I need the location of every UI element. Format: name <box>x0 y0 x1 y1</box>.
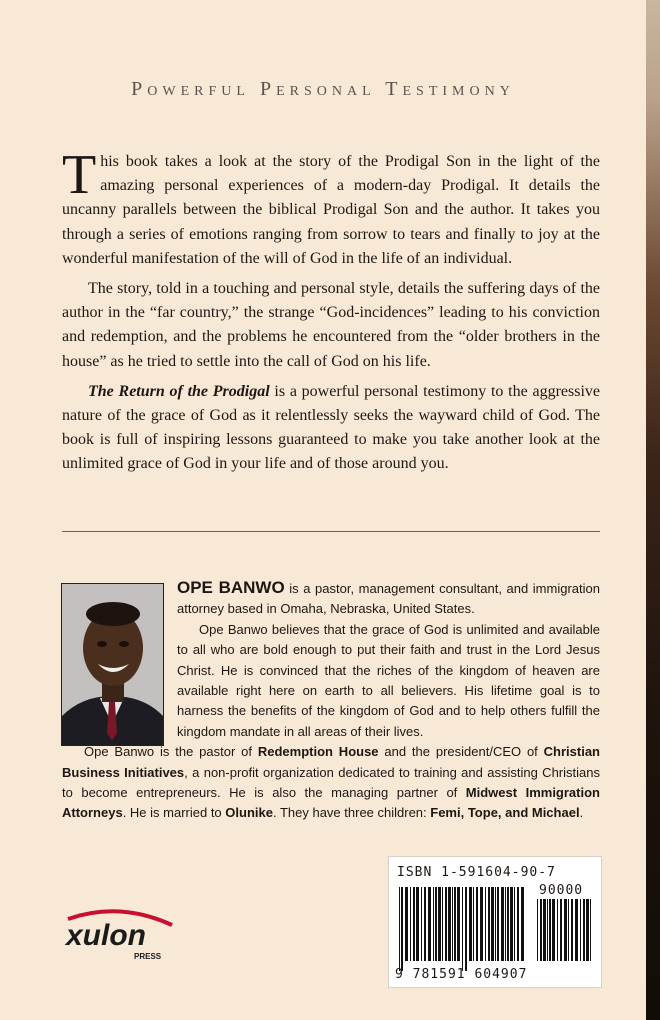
publisher-logo <box>60 905 180 965</box>
barcode-bar <box>485 887 486 961</box>
ean-barcode-bars <box>399 887 527 971</box>
barcode-bar <box>416 887 419 961</box>
logo-wordmark: xulon <box>66 919 146 952</box>
barcode-bar <box>410 887 411 961</box>
spine-edge <box>646 0 660 1020</box>
barcode-bar <box>424 887 426 961</box>
barcode-bar <box>433 887 434 961</box>
barcode-bar <box>491 887 494 961</box>
barcode-bar <box>405 887 408 961</box>
barcode-bar <box>501 887 504 961</box>
barcode-bar <box>552 899 555 961</box>
barcode-bar <box>452 887 453 961</box>
isbn-barcode <box>388 856 602 988</box>
barcode-bar <box>454 887 456 961</box>
barcode-bar <box>586 899 589 961</box>
barcode-bar <box>510 887 513 961</box>
bio-paragraph-2: Ope Banwo believes that the grace of God is unlimited and available to all who are bold enough to put their faith and trust in the Lord Jesus Christ. He is convinced that the riches of the kingdom of heaven are available right here on earth to all believers. His lifetime goal is to harness the benefits of the kingdom of God and to help others fulfill the kingdom mandate in all areas of their lives. <box>177 621 600 739</box>
author-bio <box>62 578 600 824</box>
barcode-bar <box>442 887 443 961</box>
barcode-bar <box>428 887 431 961</box>
barcode-bar <box>435 887 437 961</box>
barcode-bar <box>476 887 478 961</box>
barcode-bar <box>401 887 403 971</box>
barcode-bar <box>488 887 490 961</box>
barcode-bar <box>421 887 422 961</box>
bio-paragraph-3: Ope Banwo is the pastor of Redemption House and the president/CEO of Christian Business Initiatives, a non-profit organization dedicated to training and assisting Christians to become entrepreneurs. He is also the managing partner of Midwest Immigration Attorneys. He is married to Olunike. They have three children: Femi, Tope, and Michael. <box>62 744 600 821</box>
price-code: 90000 <box>539 883 584 898</box>
barcode-bar <box>557 899 558 961</box>
barcode-bar <box>517 887 519 961</box>
barcode-bar <box>438 887 441 961</box>
barcode-bar <box>580 899 581 961</box>
barcode-bar <box>505 887 506 961</box>
barcode-bar <box>457 887 460 961</box>
book-blurb <box>62 144 600 483</box>
drop-cap: T <box>62 144 97 206</box>
barcode-bar <box>568 899 569 961</box>
barcode-bar <box>514 887 515 961</box>
blurb-paragraph-1: This book takes a look at the story of the Prodigal Son in the light of the amazing personal experiences of a modern-day Prodigal. It details the uncanny parallels between the biblical Prodigal Son and the author. It takes you through a series of emotions ranging from sorrow to tears and finally to joy at the wonderful manifestation of the will of God in the life of an individual. <box>62 144 600 267</box>
barcode-bar <box>448 887 451 961</box>
barcode-bar <box>564 899 567 961</box>
barcode-bar <box>583 899 585 961</box>
barcode-bar <box>507 887 509 961</box>
headline: Powerful Personal Testimony <box>131 78 515 100</box>
barcode-bar <box>480 887 483 961</box>
book-title: The Return of the Prodigal <box>88 382 270 400</box>
barcode-bar <box>465 887 467 971</box>
isbn-number: ISBN 1-591604-90-7 <box>397 865 556 880</box>
barcode-bar <box>413 887 415 961</box>
barcode-bar <box>445 887 447 961</box>
barcode-bar <box>560 899 562 961</box>
barcode-bar <box>590 899 591 961</box>
blurb-paragraph-2: The story, told in a touching and personal style, details the suffering days of the author in the “far country,” the strange “God-incidences” leading to his conviction and redemption, and the problems he encountered from the “older brothers in the house” as he tried to settle into the call of God on his life. <box>62 280 600 370</box>
barcode-bar <box>575 899 578 961</box>
barcode-bar <box>571 899 573 961</box>
barcode-bar <box>473 887 474 961</box>
barcode-bar <box>462 887 463 971</box>
logo-press: PRESS <box>134 952 162 961</box>
barcode-bar <box>549 899 551 961</box>
barcode-bar <box>537 899 538 961</box>
barcode-bar <box>399 887 400 971</box>
barcode-bar <box>543 899 546 961</box>
barcode-bar <box>495 887 496 961</box>
xulon-logo-icon <box>60 905 180 965</box>
author-name: OPE BANWO <box>177 578 285 597</box>
bio-paragraph-1: OPE BANWO is a pastor, management consultant, and immigration attorney based in Omaha, Nebraska, United States. <box>177 578 600 617</box>
barcode-bar <box>497 887 499 961</box>
addon-barcode-bars <box>537 899 593 971</box>
blurb-paragraph-3: The Return of the Prodigal is a powerful personal testimony to the aggressive nature of the grace of God as it relentlessly seeks the wayward child of God. The book is full of inspiring lessons guaranteed to make you take another look at the unlimited grace of God in your life and of those around you. <box>62 382 600 473</box>
barcode-bar <box>547 899 548 961</box>
section-divider <box>62 531 600 532</box>
barcode-bar <box>469 887 472 961</box>
barcode-bar <box>521 887 524 961</box>
barcode-bar <box>540 899 542 961</box>
ean-digits: 9 781591 604907 <box>395 967 528 982</box>
